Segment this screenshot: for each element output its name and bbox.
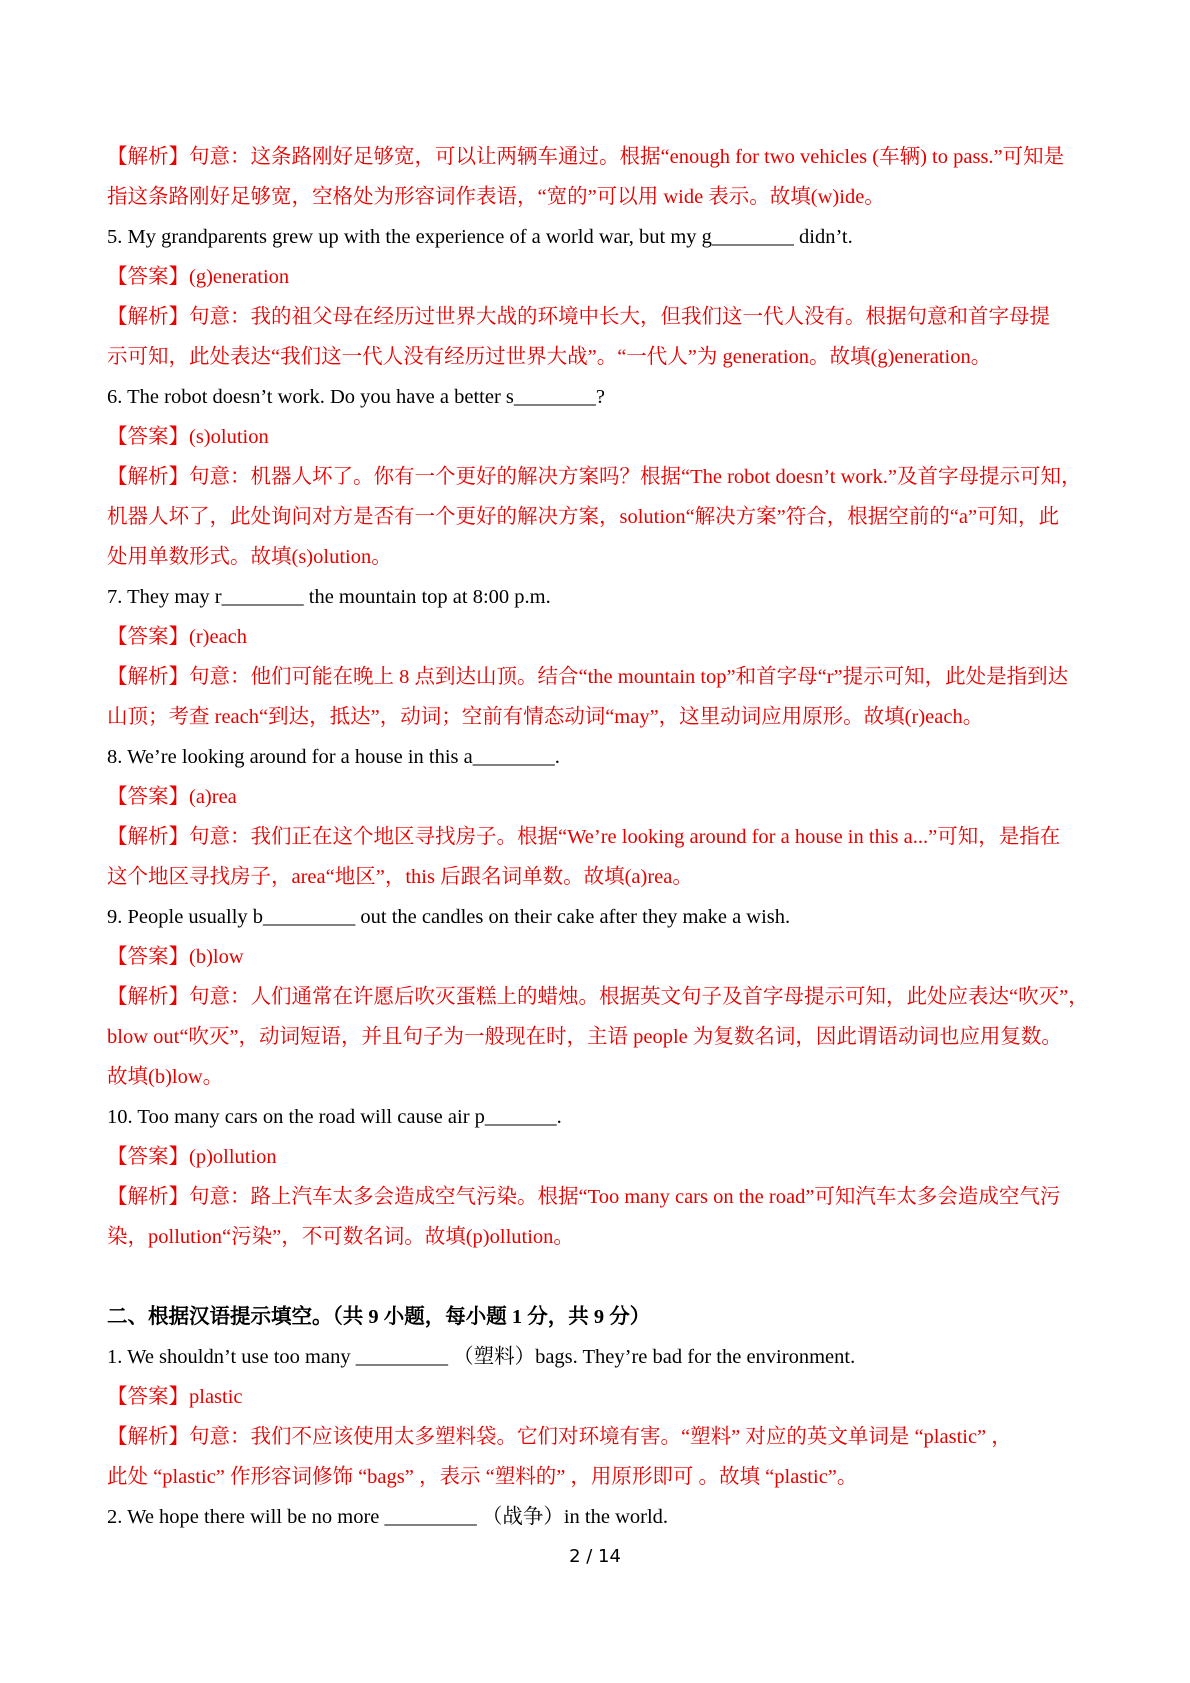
exercise-line: 【答案】(a)rea: [107, 786, 237, 808]
exercise-line: 示可知，此处表达“我们这一代人没有经历过世界大战”。“一代人”为 generation。故填(g)eneration。: [107, 346, 992, 368]
exercise-line: 【答案】(r)each: [107, 626, 248, 648]
exercise-line: 【答案】(p)ollution: [107, 1146, 277, 1168]
exercise-lines: [107, 137, 1089, 1257]
page-content: [107, 137, 1089, 1537]
exercise-line: 指这条路刚好足够宽，空格处为形容词作表语，“宽的”可以用 wide 表示。故填(w)ide。: [107, 186, 885, 208]
exercise-line: 染，pollution“污染”，不可数名词。故填(p)ollution。: [107, 1226, 574, 1248]
exercise-line: 【解析】句意：机器人坏了。你有一个更好的解决方案吗？根据“The robot doesn’t work.”及首字母提示可知，: [107, 466, 1082, 488]
exercise-line: 6. The robot doesn’t work. Do you have a better s________?: [107, 386, 605, 408]
exercise-line: 【解析】句意：我们正在这个地区寻找房子。根据“We’re looking around for a house in this a...”可知，是指在: [107, 826, 1061, 848]
exercise-line: 10. Too many cars on the road will cause air p_______.: [107, 1106, 562, 1128]
section-lines: [107, 1337, 1082, 1537]
exercise-line: 8. We’re looking around for a house in this a________.: [107, 746, 560, 768]
exercise-line: 这个地区寻找房子，area“地区”，this 后跟名词单数。故填(a)rea。: [107, 866, 693, 888]
exercise-line: blow out“吹灭”，动词短语，并且句子为一般现在时，主语 people 为复数名词，因此谓语动词也应用复数。: [107, 1026, 1062, 1048]
exercise-line: 山顶；考查 reach“到达，抵达”，动词；空前有情态动词“may”，这里动词应用原形。故填(r)each。: [107, 706, 984, 728]
page-number: 2 / 14: [569, 1546, 621, 1567]
exercise-line: 故填(b)low。: [107, 1066, 224, 1088]
exercise-line: 7. They may r________ the mountain top at 8:00 p.m.: [107, 586, 551, 608]
exercise-line: 机器人坏了，此处询问对方是否有一个更好的解决方案，solution“解决方案”符合，根据空前的“a”可知，此: [107, 506, 1060, 528]
section-line: 1. We shouldn’t use too many _________ （塑料）bags. They’re bad for the environment.: [107, 1346, 856, 1368]
exercise-line: 【解析】句意：这条路刚好足够宽，可以让两辆车通过。根据“enough for two vehicles (车辆) to pass.”可知是: [107, 146, 1065, 168]
section-line: 【答案】plastic: [107, 1386, 243, 1408]
exercise-line: 5. My grandparents grew up with the experience of a world war, but my g________ didn’t.: [107, 226, 853, 248]
section-line: 此处 “plastic” 作形容词修饰 “bags” ，表示 “塑料的” ，用原形即可 。故填 “plastic”。: [107, 1466, 858, 1488]
exercise-line: 【答案】(b)low: [107, 946, 244, 968]
exercise-line: 【解析】句意：路上汽车太多会造成空气污染。根据“Too many cars on the road”可知汽车太多会造成空气污: [107, 1186, 1061, 1208]
section-line: 【解析】句意：我们不应该使用太多塑料袋。它们对环境有害。“塑料” 对应的英文单词是 “plastic” ，: [107, 1426, 1012, 1448]
exercise-line: 【答案】(g)eneration: [107, 266, 290, 288]
section-title: 二、根据汉语提示填空。（共 9 小题，每小题 1 分，共 9 分）: [107, 1306, 651, 1328]
exercise-line: 【解析】句意：人们通常在许愿后吹灭蛋糕上的蜡烛。根据英文句子及首字母提示可知，此处应表达“吹灭”，: [107, 986, 1089, 1008]
exercise-line: 9. People usually b_________ out the candles on their cake after they make a wish.: [107, 906, 791, 928]
exercise-line: 【解析】句意：他们可能在晚上 8 点到达山顶。结合“the mountain top”和首字母“r”提示可知，此处是指到达: [107, 666, 1069, 688]
exercise-line: 【答案】(s)olution: [107, 426, 269, 448]
exercise-line: 处用单数形式。故填(s)olution。: [107, 546, 392, 568]
exercise-line: 【解析】句意：我的祖父母在经历过世界大战的环境中长大，但我们这一代人没有。根据句意和首字母提: [107, 306, 1050, 328]
section-line: 2. We hope there will be no more _________ （战争）in the world.: [107, 1506, 669, 1528]
